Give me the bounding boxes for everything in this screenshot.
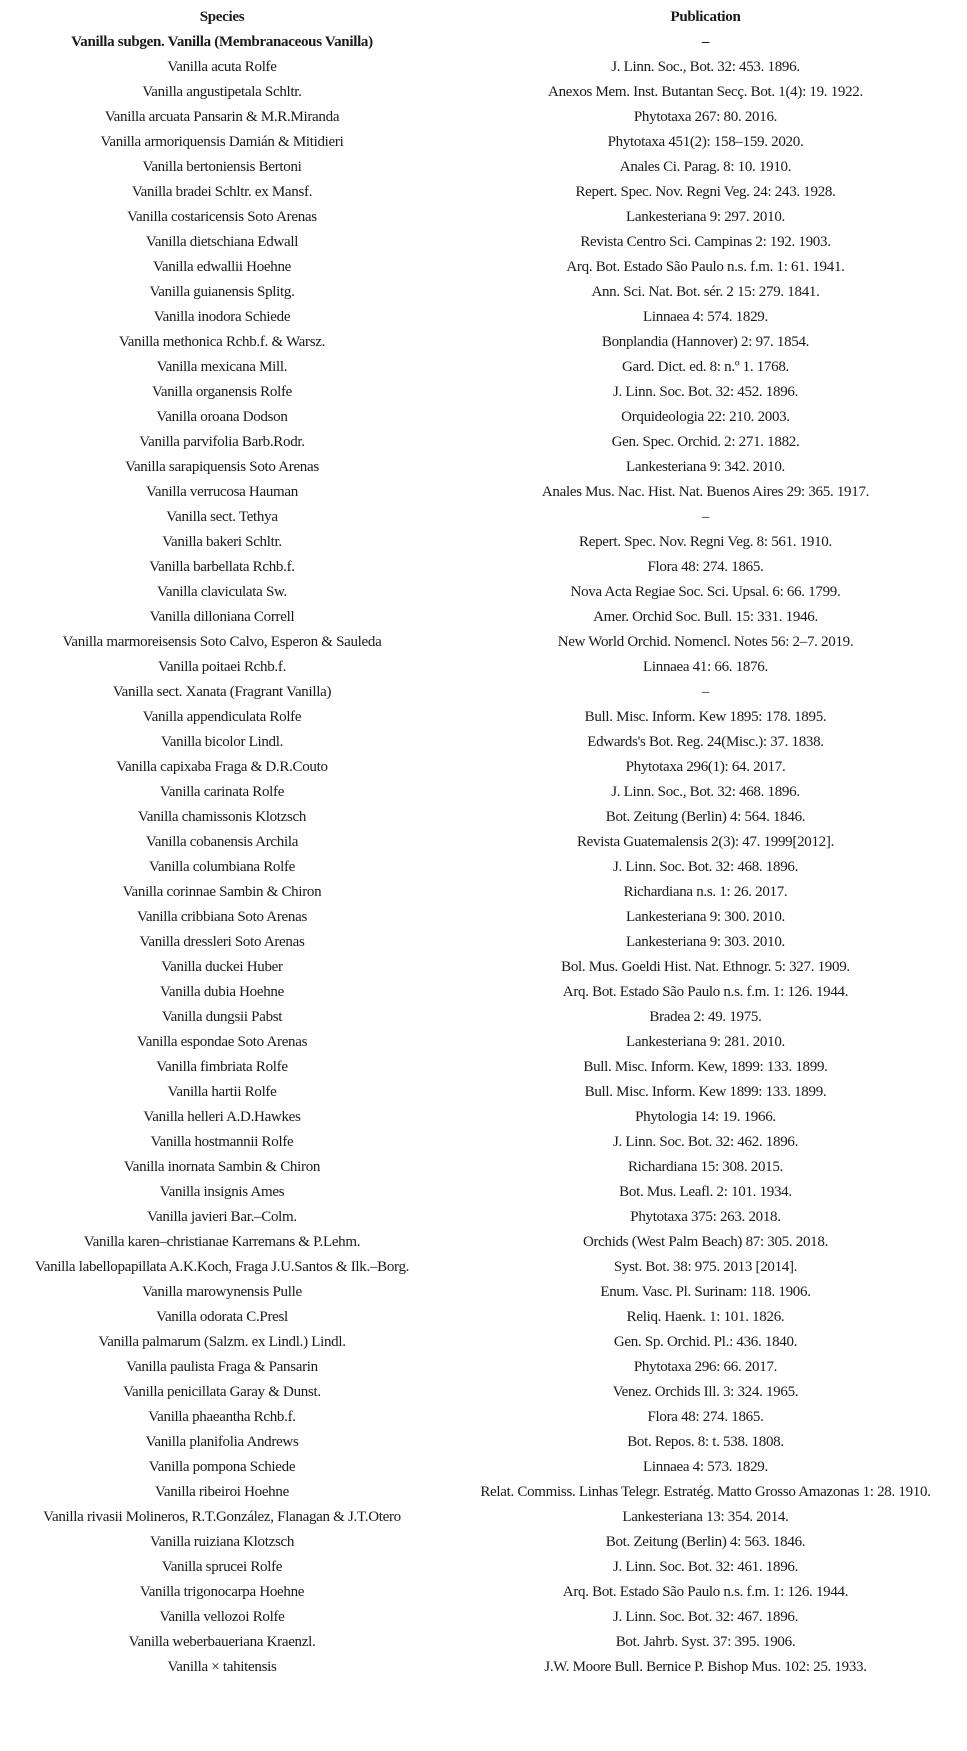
table-row	[0, 480, 967, 505]
species-cell: Vanilla corinnae Sambin & Chiron	[122, 884, 322, 900]
publication-cell: Linnaea 41: 66. 1876.	[643, 659, 768, 675]
publication-cell: Anales Mus. Nac. Hist. Nat. Buenos Aires 29: 365. 1917.	[541, 484, 870, 500]
table-row	[0, 1030, 967, 1055]
table-row	[0, 355, 967, 380]
publication-cell: J. Linn. Soc., Bot. 32: 453. 1896.	[611, 59, 800, 75]
table-row	[0, 905, 967, 930]
publication-cell: Gen. Sp. Orchid. Pl.: 436. 1840.	[613, 1334, 798, 1350]
table-row	[0, 805, 967, 830]
publication-cell: Venez. Orchids Ill. 3: 324. 1965.	[612, 1384, 799, 1400]
publication-cell: Bot. Mus. Leafl. 2: 101. 1934.	[619, 1184, 792, 1200]
table-row	[0, 655, 967, 680]
species-cell: Vanilla ribeiroi Hoehne	[155, 1484, 289, 1500]
publication-cell: Flora 48: 274. 1865.	[647, 1409, 764, 1425]
table-row	[0, 1280, 967, 1305]
table-row	[0, 305, 967, 330]
species-cell: Vanilla appendiculata Rolfe	[142, 709, 302, 725]
publication-cell: Richardiana n.s. 1: 26. 2017.	[623, 884, 788, 900]
table-row	[0, 80, 967, 105]
species-cell: Vanilla costaricensis Soto Arenas	[127, 209, 317, 225]
publication-cell: Bull. Misc. Inform. Kew 1895: 178. 1895.	[584, 709, 827, 725]
publication-cell: J. Linn. Soc. Bot. 32: 462. 1896.	[612, 1134, 799, 1150]
species-cell: Vanilla bicolor Lindl.	[160, 734, 284, 750]
species-cell: Vanilla bradei Schltr. ex Mansf.	[131, 184, 313, 200]
table-row	[0, 1430, 967, 1455]
table-row	[0, 955, 967, 980]
species-cell: Vanilla helleri A.D.Hawkes	[143, 1109, 301, 1125]
species-cell: Vanilla sprucei Rolfe	[161, 1559, 283, 1575]
species-cell: Vanilla dilloniana Correll	[149, 609, 295, 625]
publication-cell: Enum. Vasc. Pl. Surinam: 118. 1906.	[600, 1284, 811, 1300]
species-cell: Vanilla claviculata Sw.	[157, 584, 287, 600]
publication-cell: Revista Guatemalensis 2(3): 47. 1999[2012].	[576, 834, 835, 850]
table-row	[0, 780, 967, 805]
publication-cell: Anales Ci. Parag. 8: 10. 1910.	[619, 159, 792, 175]
table-row	[0, 230, 967, 255]
table-row	[0, 55, 967, 80]
species-cell: Vanilla penicillata Garay & Dunst.	[123, 1384, 321, 1400]
publication-cell: Lankesteriana 9: 303. 2010.	[626, 934, 785, 950]
table-row	[0, 1605, 967, 1630]
publication-cell: –	[701, 509, 710, 525]
publication-cell: J. Linn. Soc. Bot. 32: 467. 1896.	[612, 1609, 799, 1625]
species-cell: Vanilla fimbriata Rolfe	[156, 1059, 288, 1075]
publication-cell: Phytotaxa 267: 80. 2016.	[633, 109, 778, 125]
table-row	[0, 830, 967, 855]
table-row	[0, 1055, 967, 1080]
publication-cell: J. Linn. Soc., Bot. 32: 468. 1896.	[611, 784, 800, 800]
table-row	[0, 630, 967, 655]
species-cell: Vanilla inodora Schiede	[153, 309, 291, 325]
species-cell: Vanilla vellozoi Rolfe	[159, 1609, 285, 1625]
table-row	[0, 1405, 967, 1430]
publication-cell: –	[701, 684, 710, 700]
publication-cell: Bull. Misc. Inform. Kew, 1899: 133. 1899.	[583, 1059, 828, 1075]
species-cell: Vanilla weberbaueriana Kraenzl.	[128, 1634, 316, 1650]
publication-cell: Phytologia 14: 19. 1966.	[635, 1109, 776, 1125]
table-row	[0, 280, 967, 305]
table-row	[0, 130, 967, 155]
species-cell: Vanilla espondae Soto Arenas	[136, 1034, 308, 1050]
publication-cell: J. Linn. Soc. Bot. 32: 468. 1896.	[612, 859, 799, 875]
table-row	[0, 730, 967, 755]
table-row	[0, 580, 967, 605]
publication-cell: Bot. Repos. 8: t. 538. 1808.	[627, 1434, 784, 1450]
species-cell: Vanilla poitaei Rchb.f.	[157, 659, 287, 675]
publication-cell: Repert. Spec. Nov. Regni Veg. 24: 243. 1928.	[575, 184, 836, 200]
table-row	[0, 605, 967, 630]
table-row	[0, 1505, 967, 1530]
table-row	[0, 880, 967, 905]
publication-cell: Gen. Spec. Orchid. 2: 271. 1882.	[611, 434, 800, 450]
table-row	[0, 1180, 967, 1205]
publication-cell: Ann. Sci. Nat. Bot. sér. 2 15: 279. 1841.	[591, 284, 820, 300]
publication-cell: Syst. Bot. 38: 975. 2013 [2014].	[613, 1259, 798, 1275]
publication-cell: Arq. Bot. Estado São Paulo n.s. f.m. 1: 61. 1941.	[566, 259, 845, 275]
table-row	[0, 1355, 967, 1380]
publication-cell: Linnaea 4: 573. 1829.	[643, 1459, 768, 1475]
species-cell: Vanilla × tahitensis	[167, 1659, 277, 1675]
publication-cell: Linnaea 4: 574. 1829.	[643, 309, 768, 325]
publication-cell: Bradea 2: 49. 1975.	[649, 1009, 762, 1025]
table-row	[0, 1555, 967, 1580]
table-header-row	[0, 5, 967, 30]
publication-cell: –	[701, 34, 710, 50]
species-cell: Vanilla angustipetala Schltr.	[142, 84, 302, 100]
table-row	[0, 330, 967, 355]
table-row	[0, 1005, 967, 1030]
table-row	[0, 505, 967, 530]
publication-cell: Lankesteriana 9: 342. 2010.	[626, 459, 785, 475]
species-cell: Vanilla bakeri Schltr.	[162, 534, 282, 550]
table-row	[0, 1255, 967, 1280]
species-cell: Vanilla trigonocarpa Hoehne	[139, 1584, 305, 1600]
table-row	[0, 705, 967, 730]
publication-cell: Bol. Mus. Goeldi Hist. Nat. Ethnogr. 5: 327. 1909.	[561, 959, 850, 975]
table-row	[0, 430, 967, 455]
publication-cell: Reliq. Haenk. 1: 101. 1826.	[626, 1309, 785, 1325]
species-cell: Vanilla marmoreisensis Soto Calvo, Esperon & Sauleda	[62, 634, 382, 650]
species-cell: Vanilla armoriquensis Damián & Mitidieri	[100, 134, 344, 150]
publication-cell: Relat. Commiss. Linhas Telegr. Estratég. Matto Grosso Amazonas 1: 28. 1910.	[480, 1484, 931, 1500]
table-row	[0, 380, 967, 405]
species-cell: Vanilla chamissonis Klotzsch	[137, 809, 307, 825]
species-cell: Vanilla cribbiana Soto Arenas	[136, 909, 307, 925]
publication-cell: Arq. Bot. Estado São Paulo n.s. f.m. 1: 126. 1944.	[562, 984, 849, 1000]
species-cell: Vanilla dietschiana Edwall	[145, 234, 299, 250]
species-cell: Vanilla methonica Rchb.f. & Warsz.	[118, 334, 326, 350]
species-cell: Vanilla insignis Ames	[159, 1184, 285, 1200]
species-cell: Vanilla inornata Sambin & Chiron	[123, 1159, 321, 1175]
table-row	[0, 255, 967, 280]
publication-cell: Phytotaxa 375: 263. 2018.	[630, 1209, 781, 1225]
publication-cell: Edwards's Bot. Reg. 24(Misc.): 37. 1838.	[587, 734, 824, 750]
species-publication-table	[0, 5, 967, 1680]
publication-cell: J. Linn. Soc. Bot. 32: 452. 1896.	[612, 384, 799, 400]
publication-cell: Arq. Bot. Estado São Paulo n.s. f.m. 1: 126. 1944.	[562, 1584, 849, 1600]
table-row	[0, 555, 967, 580]
publication-cell: Gard. Dict. ed. 8: n.º 1. 1768.	[622, 359, 789, 375]
publication-cell: Bull. Misc. Inform. Kew 1899: 133. 1899.	[584, 1084, 827, 1100]
species-cell: Vanilla dungsii Pabst	[161, 1009, 283, 1025]
species-cell: Vanilla cobanensis Archila	[145, 834, 299, 850]
publication-cell: Orchids (West Palm Beach) 87: 305. 2018.	[582, 1234, 829, 1250]
species-cell: Vanilla edwallii Hoehne	[152, 259, 292, 275]
table-row	[0, 405, 967, 430]
publication-cell: Phytotaxa 296(1): 64. 2017.	[625, 759, 786, 775]
species-cell: Vanilla planifolia Andrews	[145, 1434, 299, 1450]
table-row	[0, 1630, 967, 1655]
species-cell: Vanilla arcuata Pansarin & M.R.Miranda	[104, 109, 340, 125]
publication-cell: Lankesteriana 9: 281. 2010.	[626, 1034, 785, 1050]
species-cell: Vanilla acuta Rolfe	[167, 59, 277, 75]
publication-cell: Bot. Zeitung (Berlin) 4: 564. 1846.	[605, 809, 806, 825]
species-cell: Vanilla hartii Rolfe	[167, 1084, 277, 1100]
species-cell: Vanilla carinata Rolfe	[159, 784, 285, 800]
publication-cell: Bonplandia (Hannover) 2: 97. 1854.	[601, 334, 810, 350]
species-cell: Vanilla guianensis Splitg.	[149, 284, 295, 300]
species-cell: Vanilla phaeantha Rchb.f.	[148, 1409, 296, 1425]
publication-cell: Lankesteriana 9: 300. 2010.	[626, 909, 785, 925]
publication-cell: Amer. Orchid Soc. Bull. 15: 331. 1946.	[593, 609, 818, 625]
table-row	[0, 680, 967, 705]
publication-cell: Lankesteriana 13: 354. 2014.	[622, 1509, 789, 1525]
species-cell: Vanilla odorata C.Presl	[156, 1309, 288, 1325]
species-cell: Vanilla subgen. Vanilla (Membranaceous Vanilla)	[71, 34, 373, 50]
species-cell: Vanilla hostmannii Rolfe	[150, 1134, 294, 1150]
species-cell: Vanilla verrucosa Hauman	[146, 484, 298, 500]
column-header-publication: Publication	[670, 9, 741, 25]
table-row	[0, 1580, 967, 1605]
table-row	[0, 1130, 967, 1155]
publication-cell: Phytotaxa 451(2): 158–159. 2020.	[607, 134, 804, 150]
species-cell: Vanilla karen–christianae Karremans & P.Lehm.	[83, 1234, 361, 1250]
publication-cell: Bot. Zeitung (Berlin) 4: 563. 1846.	[605, 1534, 806, 1550]
species-cell: Vanilla dubia Hoehne	[160, 984, 284, 1000]
species-cell: Vanilla organensis Rolfe	[152, 384, 292, 400]
table-body	[0, 30, 967, 1680]
publication-cell: Anexos Mem. Inst. Butantan Secç. Bot. 1(4): 19. 1922.	[548, 84, 863, 100]
species-cell: Vanilla sect. Xanata (Fragrant Vanilla)	[112, 684, 332, 700]
table-row	[0, 30, 967, 55]
species-cell: Vanilla duckei Huber	[161, 959, 283, 975]
species-cell: Vanilla javieri Bar.–Colm.	[147, 1209, 297, 1225]
species-cell: Vanilla pompona Schiede	[148, 1459, 296, 1475]
table-row	[0, 855, 967, 880]
species-cell: Vanilla columbiana Rolfe	[148, 859, 296, 875]
column-header-species: Species	[199, 9, 245, 25]
publication-cell: J.W. Moore Bull. Bernice P. Bishop Mus. 102: 25. 1933.	[544, 1659, 867, 1675]
species-cell: Vanilla bertoniensis Bertoni	[142, 159, 302, 175]
table-row	[0, 1230, 967, 1255]
publication-cell: Orquideologia 22: 210. 2003.	[621, 409, 790, 425]
table-row	[0, 455, 967, 480]
species-cell: Vanilla marowynensis Pulle	[142, 1284, 302, 1300]
species-cell: Vanilla ruiziana Klotzsch	[149, 1534, 295, 1550]
table-row	[0, 755, 967, 780]
table-row	[0, 1655, 967, 1680]
publication-cell: Richardiana 15: 308. 2015.	[627, 1159, 784, 1175]
publication-cell: Repert. Spec. Nov. Regni Veg. 8: 561. 1910.	[579, 534, 832, 550]
species-cell: Vanilla dressleri Soto Arenas	[139, 934, 305, 950]
publication-cell: New World Orchid. Nomencl. Notes 56: 2–7. 2019.	[557, 634, 854, 650]
species-cell: Vanilla mexicana Mill.	[156, 359, 288, 375]
table-row	[0, 930, 967, 955]
table-row	[0, 1330, 967, 1355]
table-row	[0, 205, 967, 230]
species-cell: Vanilla capixaba Fraga & D.R.Couto	[116, 759, 328, 775]
table-row	[0, 1080, 967, 1105]
table-row	[0, 1105, 967, 1130]
table-row	[0, 1455, 967, 1480]
table-row	[0, 155, 967, 180]
publication-cell: Bot. Jahrb. Syst. 37: 395. 1906.	[615, 1634, 796, 1650]
table-row	[0, 1305, 967, 1330]
species-cell: Vanilla parvifolia Barb.Rodr.	[139, 434, 305, 450]
species-cell: Vanilla oroana Dodson	[156, 409, 288, 425]
publication-cell: Revista Centro Sci. Campinas 2: 192. 1903.	[580, 234, 831, 250]
species-cell: Vanilla paulista Fraga & Pansarin	[126, 1359, 318, 1375]
table-row	[0, 1155, 967, 1180]
species-cell: Vanilla rivasii Molineros, R.T.González, Flanagan & J.T.Otero	[43, 1509, 401, 1525]
species-cell: Vanilla labellopapillata A.K.Koch, Fraga J.U.Santos & Ilk.–Borg.	[34, 1259, 410, 1275]
table-row	[0, 1530, 967, 1555]
table-row	[0, 1480, 967, 1505]
table-row	[0, 1380, 967, 1405]
species-cell: Vanilla barbellata Rchb.f.	[149, 559, 295, 575]
publication-cell: Phytotaxa 296: 66. 2017.	[633, 1359, 778, 1375]
species-cell: Vanilla palmarum (Salzm. ex Lindl.) Lindl.	[98, 1334, 346, 1350]
table-row	[0, 1205, 967, 1230]
table-row	[0, 530, 967, 555]
table-row	[0, 180, 967, 205]
publication-cell: J. Linn. Soc. Bot. 32: 461. 1896.	[612, 1559, 799, 1575]
table-row	[0, 980, 967, 1005]
publication-cell: Flora 48: 274. 1865.	[647, 559, 764, 575]
table-row	[0, 105, 967, 130]
publication-cell: Lankesteriana 9: 297. 2010.	[626, 209, 785, 225]
publication-cell: Nova Acta Regiae Soc. Sci. Upsal. 6: 66. 1799.	[570, 584, 841, 600]
species-cell: Vanilla sect. Tethya	[166, 509, 278, 525]
species-cell: Vanilla sarapiquensis Soto Arenas	[125, 459, 319, 475]
